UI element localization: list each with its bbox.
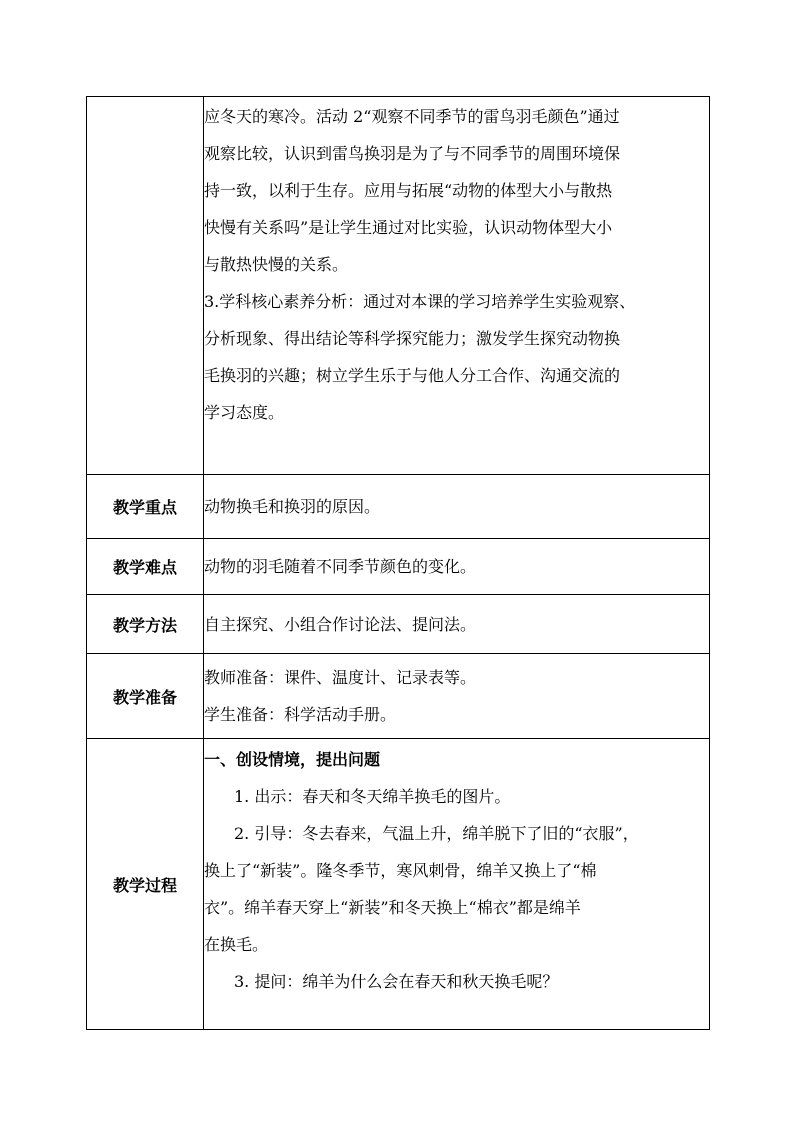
text-line: 3. 提问：绵羊为什么会在春天和秋天换毛呢？ [234,972,559,991]
text-line: 衣”。绵羊春天穿上“新装”和冬天换上“棉衣”都是绵羊 [204,898,581,917]
row-content [204,595,710,654]
text-line: 1. 出示：春天和冬天绵羊换毛的图片。 [234,787,511,806]
text-line: 动物换毛和换羽的原因。 [204,497,381,516]
section-heading: 一、创设情境，提出问题 [204,750,381,769]
text-line: 毛换羽的兴趣；树立学生乐于与他人分工合作、沟通交流的 [204,366,621,385]
row-label: 教学重点 [87,475,204,539]
text-line: 学习态度。 [204,403,285,422]
text-line: 在换毛。 [204,935,269,954]
row-content [204,654,710,739]
label-cell-empty [87,97,204,475]
row-label: 教学难点 [87,539,204,595]
row-label: 教学方法 [87,595,204,654]
text-line: 自主探究、小组合作讨论法、提问法。 [204,614,477,634]
text-line: 3.学科核心素养分析：通过对本课的学习培养学生实验观察、 [204,292,636,311]
text-line: 应冬天的寒冷。活动 2“观察不同季节的雷鸟羽毛颜色”通过 [204,107,620,126]
row-content [204,539,710,595]
row-label: 教学准备 [87,654,204,739]
text-line: 2. 引导：冬去春来，气温上升，绵羊脱下了旧的“衣服”， [234,824,639,843]
lesson-plan-table [86,96,710,1030]
text-line: 学生准备：科学活动手册。 [204,705,397,724]
text-line: 快慢有关系吗”是让学生通过对比实验，认识动物体型大小 [204,218,613,237]
analysis-cell [204,97,710,475]
text-line: 与散热快慢的关系。 [204,255,349,274]
text-line: 教师准备：课件、温度计、记录表等。 [204,668,477,687]
table-row-process [87,739,710,1030]
table-row-methods [87,595,710,654]
text-line: 动物的羽毛随着不同季节颜色的变化。 [204,557,477,576]
text-line: 持一致，以利于生存。应用与拓展“动物的体型大小与散热 [204,181,613,200]
table-row-key-points [87,475,710,539]
process-content [204,739,710,1030]
table-row-difficulties [87,539,710,595]
text-line: 换上了“新装”。隆冬季节，寒风刺骨，绵羊又换上了“棉 [204,861,597,880]
table-row-analysis [87,97,710,475]
table-row-preparation [87,654,710,739]
row-label: 教学过程 [87,739,204,1030]
row-content [204,475,710,539]
text-line: 观察比较，认识到雷鸟换羽是为了与不同季节的周围环境保 [204,144,621,163]
text-line: 分析现象、得出结论等科学探究能力；激发学生探究动物换 [204,329,621,348]
